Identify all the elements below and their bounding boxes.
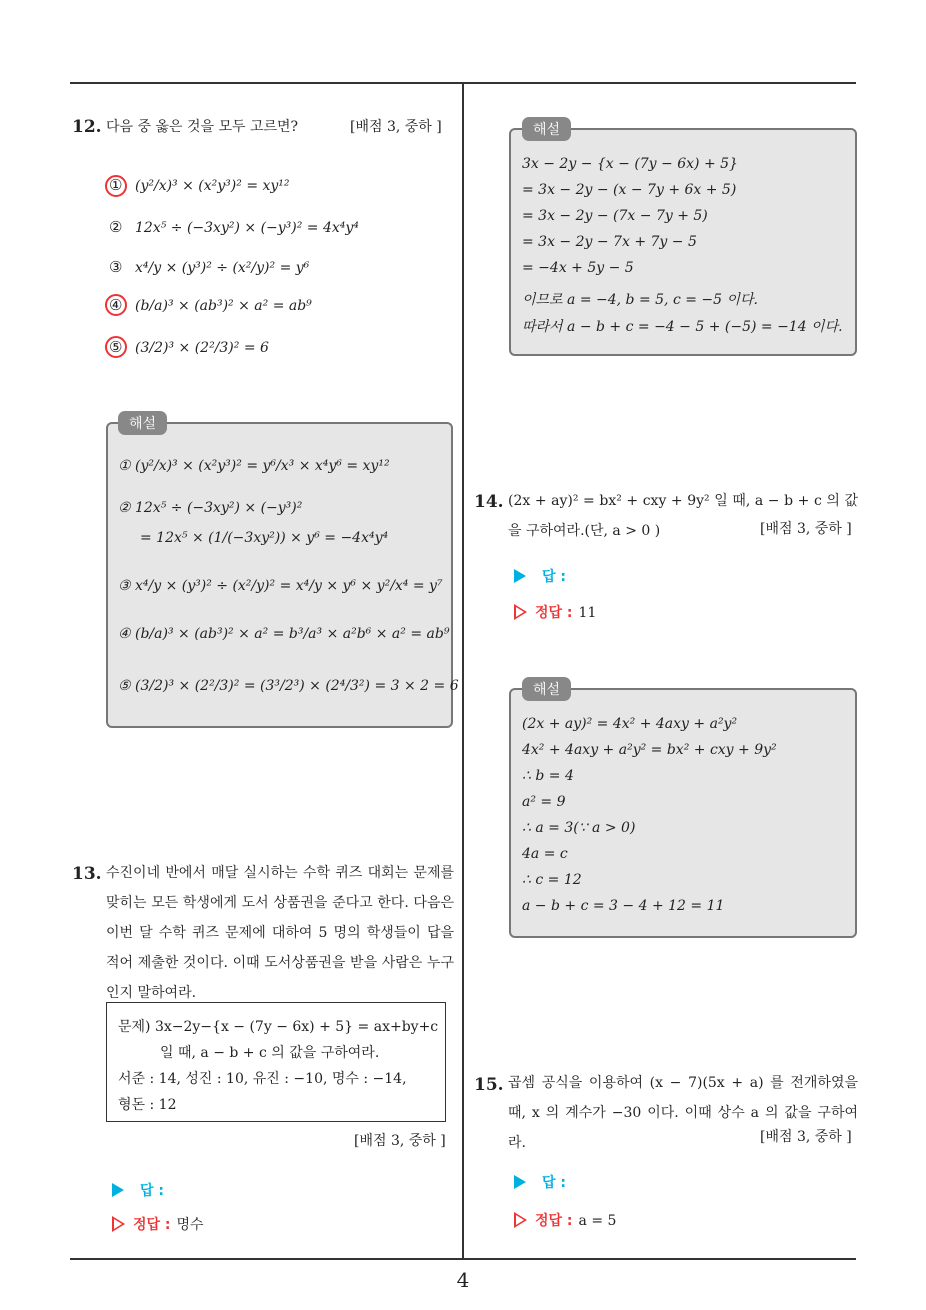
solution-line: = 3x − 2y − 7x + 7y − 5 <box>522 234 697 250</box>
solution-line: 4x² + 4axy + a²y² = bx² + cxy + 9y² <box>522 742 777 758</box>
solution-line: = 3x − 2y − (7x − 7y + 5) <box>522 208 708 224</box>
solution-line: ∴ a = 3(∵ a > 0) <box>522 820 636 836</box>
correct-answer <box>514 1210 616 1230</box>
solution-line: ③ x⁴/y × (y³)² ÷ (x²/y)² = x⁴/y × y⁶ × y²/x⁴ = y⁷ <box>118 578 443 594</box>
solution-line: = 12x⁵ × (1/(−3xy²)) × y⁶ = −4x⁴y⁴ <box>140 530 389 546</box>
page-number: 4 <box>456 1268 470 1292</box>
question-number: 15. <box>474 1075 504 1095</box>
play-icon <box>514 1175 526 1189</box>
answer-field[interactable] <box>514 1172 566 1192</box>
option-expression: (3/2)³ × (2²/3)² = 6 <box>135 340 269 356</box>
solution-line: 이므로 a = −4, b = 5, c = −5 이다. <box>522 292 758 308</box>
solution-line: ① (y²/x)³ × (x²y³)² = y⁶/x³ × x⁴y⁶ = xy¹² <box>118 458 390 474</box>
option-expression: x⁴/y × (y³)² ÷ (x²/y)² = y⁶ <box>135 260 310 276</box>
correct-label: 정답 : <box>133 1217 171 1233</box>
option-number: ⑤ <box>109 338 123 356</box>
problem-line: 서준 : 14, 성진 : 10, 유진 : −10, 명수 : −14, <box>118 1071 407 1087</box>
answer-field[interactable] <box>112 1180 164 1200</box>
question-number: 12. <box>72 117 102 137</box>
correct-value: a = 5 <box>578 1213 617 1229</box>
answer-label: 답 : <box>542 1175 566 1191</box>
answer-field[interactable] <box>514 566 566 586</box>
correct-value: 명수 <box>176 1217 204 1233</box>
solution-tag: 해설 <box>118 411 167 435</box>
solution-line: a² = 9 <box>522 794 566 810</box>
solution-line: ∴ c = 12 <box>522 872 582 888</box>
bottom-rule <box>70 1258 856 1260</box>
answer-label: 답 : <box>140 1183 164 1199</box>
solution-line: 3x − 2y − {x − (7y − 6x) + 5} <box>522 156 738 172</box>
outline-triangle-icon <box>514 604 527 620</box>
option-expression: 12x⁵ ÷ (−3xy²) × (−y³)² = 4x⁴y⁴ <box>135 220 359 236</box>
solution-line: ② 12x⁵ ÷ (−3xy²) × (−y³)² <box>118 500 303 516</box>
outline-triangle-icon <box>514 1212 527 1228</box>
problem-line: 문제) 3x−2y−{x − (7y − 6x) + 5} = ax+by+c <box>118 1019 439 1035</box>
play-icon <box>112 1183 124 1197</box>
solution-line: ④ (b/a)³ × (ab³)² × a² = b³/a³ × a²b⁶ × a² = ab⁹ <box>118 626 450 642</box>
solution-line: a − b + c = 3 − 4 + 12 = 11 <box>522 898 725 914</box>
problem-line: 일 때, a − b + c 의 값을 구하여라. <box>160 1045 380 1061</box>
solution-line: 4a = c <box>522 846 568 862</box>
answer-label: 답 : <box>542 569 566 585</box>
question-text: 다음 중 옳은 것을 모두 고르면? <box>106 119 299 135</box>
problem-line: 형돈 : 12 <box>118 1097 177 1113</box>
question-text: 곱셈 공식을 이용하여 (x − 7)(5x + a) 를 전개하였을 때, x 의 계수가 −30 이다. 이때 상수 a 의 값을 구하여라. <box>508 1075 858 1151</box>
question-number: 14. <box>474 492 504 512</box>
question-number: 13. <box>72 864 102 884</box>
column-divider <box>462 82 464 1260</box>
play-icon <box>514 569 526 583</box>
correct-value: 11 <box>578 605 597 621</box>
outline-triangle-icon <box>112 1216 125 1232</box>
option-expression: (y²/x)³ × (x²y³)² = xy¹² <box>135 178 290 194</box>
solution-line: = −4x + 5y − 5 <box>522 260 634 276</box>
question-text: (2x + ay)² = bx² + cxy + 9y² 일 때, a − b + c 의 값을 구하여라.(단, a > 0 ) <box>508 493 858 539</box>
question-text: 수진이네 반에서 매달 실시하는 수학 퀴즈 대회는 문제를 맞히는 모든 학생에게 도서 상품권을 준다고 한다. 다음은 이번 달 수학 퀴즈 문제에 대하여 5 명의 학생들이 답을 적어 제출한 것이다. 이때 도서상품권을 받을 사람은 누구인지 말하여라. <box>106 865 454 1001</box>
correct-answer <box>112 1214 204 1234</box>
question-meta: [배점 3, 중하 ] <box>760 521 852 537</box>
correct-label: 정답 : <box>535 1213 573 1229</box>
solution-line: ∴ b = 4 <box>522 768 574 784</box>
solution-tag: 해설 <box>522 117 571 141</box>
solution-line: (2x + ay)² = 4x² + 4axy + a²y² <box>522 716 738 732</box>
option-expression: (b/a)³ × (ab³)² × a² = ab⁹ <box>135 298 312 314</box>
correct-answer <box>514 602 596 622</box>
question-meta: [배점 3, 중하 ] <box>350 119 442 135</box>
option-number: ③ <box>109 258 123 276</box>
solution-tag: 해설 <box>522 677 571 701</box>
option-number: ② <box>109 218 123 236</box>
question-meta: [배점 3, 중하 ] <box>354 1133 446 1149</box>
solution-line: ⑤ (3/2)³ × (2²/3)² = (3³/2³) × (2⁴/3²) = 3 × 2 = 6 <box>118 678 459 694</box>
solution-line: = 3x − 2y − (x − 7y + 6x + 5) <box>522 182 737 198</box>
solution-line: 따라서 a − b + c = −4 − 5 + (−5) = −14 이다. <box>522 319 843 335</box>
correct-label: 정답 : <box>535 605 573 621</box>
option-number: ④ <box>109 296 123 314</box>
option-number: ① <box>109 176 123 194</box>
question-meta: [배점 3, 중하 ] <box>760 1129 852 1145</box>
